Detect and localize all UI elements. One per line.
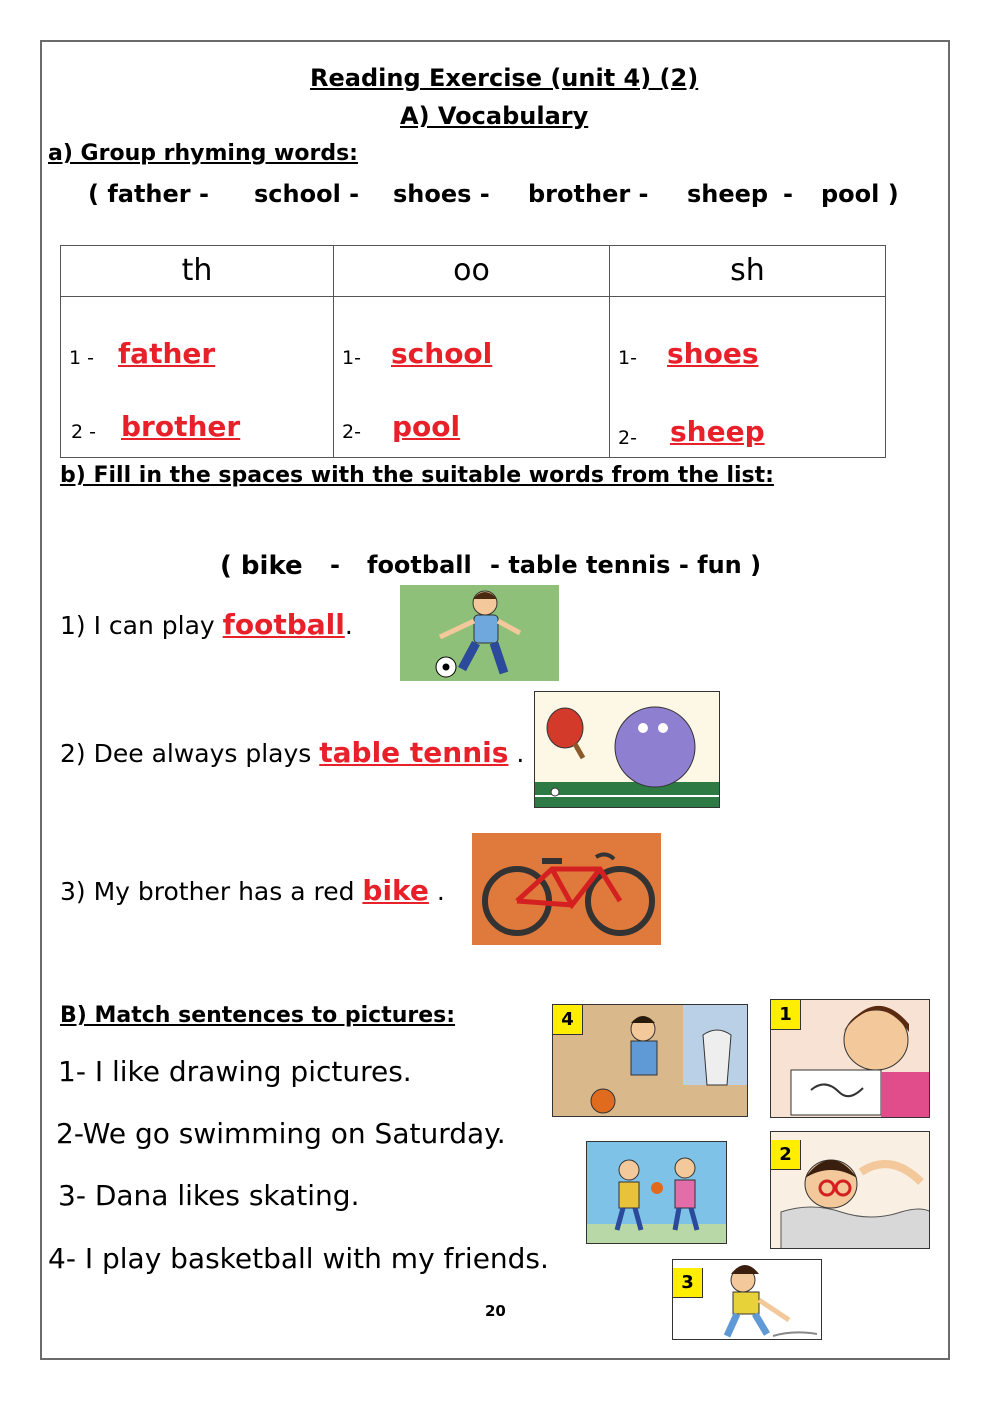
page-number: 20: [485, 1302, 506, 1320]
answer-word: pool: [392, 410, 461, 443]
word-list-item: football: [367, 551, 472, 579]
basketball-picture: [552, 1004, 748, 1117]
section-b-heading: B) Match sentences to pictures:: [60, 1003, 456, 1028]
word-list-item: ( bike: [220, 551, 303, 581]
word-list-item: sheep: [687, 180, 769, 208]
word-list-item: ( father -: [88, 180, 209, 208]
football-player-image: [400, 585, 559, 681]
picture-number-badge: 4: [553, 1005, 583, 1035]
sentence-text: 1) I can play: [60, 611, 223, 640]
answer-word: brother: [121, 410, 241, 443]
skating-kids-picture: [586, 1141, 727, 1244]
swimming-picture: [770, 1131, 930, 1249]
item-number: 1 -: [69, 347, 94, 369]
answer-word: sheep: [670, 415, 765, 448]
picture-number-badge: 2: [771, 1140, 801, 1170]
item-number: 2 -: [71, 421, 96, 443]
section-a-title: A) Vocabulary: [400, 102, 589, 130]
word-list-item: school -: [254, 180, 360, 208]
column-cell-th: [61, 297, 334, 458]
word-list-item: pool ): [821, 180, 899, 208]
column-header-sh: sh: [610, 246, 886, 297]
column-cell-oo: [334, 297, 610, 458]
match-sentence-1: 1- I like drawing pictures.: [58, 1055, 412, 1088]
drawing-picture: [770, 999, 930, 1118]
rhyming-table: [60, 245, 886, 458]
sentence-text: 2) Dee always plays: [60, 739, 320, 768]
part-b-heading: b) Fill in the spaces with the suitable words from the list:: [60, 463, 774, 488]
word-list-item: - table tennis - fun ): [490, 551, 762, 579]
answer-word: school: [391, 337, 493, 370]
page-title: Reading Exercise (unit 4) (2): [310, 64, 699, 92]
word-list-item: -: [330, 551, 340, 579]
sentence-text: .: [344, 611, 353, 640]
picture-number-badge: 3: [673, 1268, 703, 1298]
match-sentence-2: 2-We go swimming on Saturday.: [56, 1117, 506, 1150]
item-number: 1-: [342, 347, 361, 369]
answer-word: table tennis: [319, 736, 509, 769]
fill-sentence-3: [60, 874, 445, 907]
part-a-heading: a) Group rhyming words:: [48, 141, 358, 166]
sentence-text: 3) My brother has a red: [60, 877, 363, 906]
match-sentence-4: 4- I play basketball with my friends.: [48, 1242, 549, 1275]
table-tennis-image: [534, 691, 720, 808]
fill-sentence-1: [60, 608, 353, 641]
word-list-item: brother -: [528, 180, 649, 208]
red-bike-image: [472, 833, 661, 945]
column-header-oo: oo: [334, 246, 610, 297]
word-list-item: shoes -: [393, 180, 490, 208]
answer-word: bike: [362, 874, 429, 907]
match-sentence-3: 3- Dana likes skating.: [58, 1179, 360, 1212]
answer-word: shoes: [667, 337, 759, 370]
item-number: 2-: [618, 427, 637, 449]
sentence-text: .: [428, 877, 445, 906]
item-number: 2-: [342, 421, 361, 443]
picture-number-badge: 1: [771, 1000, 801, 1030]
answer-word: football: [222, 608, 345, 641]
fill-sentence-2: [60, 736, 524, 769]
word-list-item: -: [783, 180, 793, 208]
column-cell-sh: [610, 297, 886, 458]
kid-reaching-picture: [672, 1259, 822, 1340]
column-header-th: th: [61, 246, 334, 297]
answer-word: father: [118, 337, 216, 370]
item-number: 1-: [618, 347, 637, 369]
sentence-text: .: [508, 739, 525, 768]
